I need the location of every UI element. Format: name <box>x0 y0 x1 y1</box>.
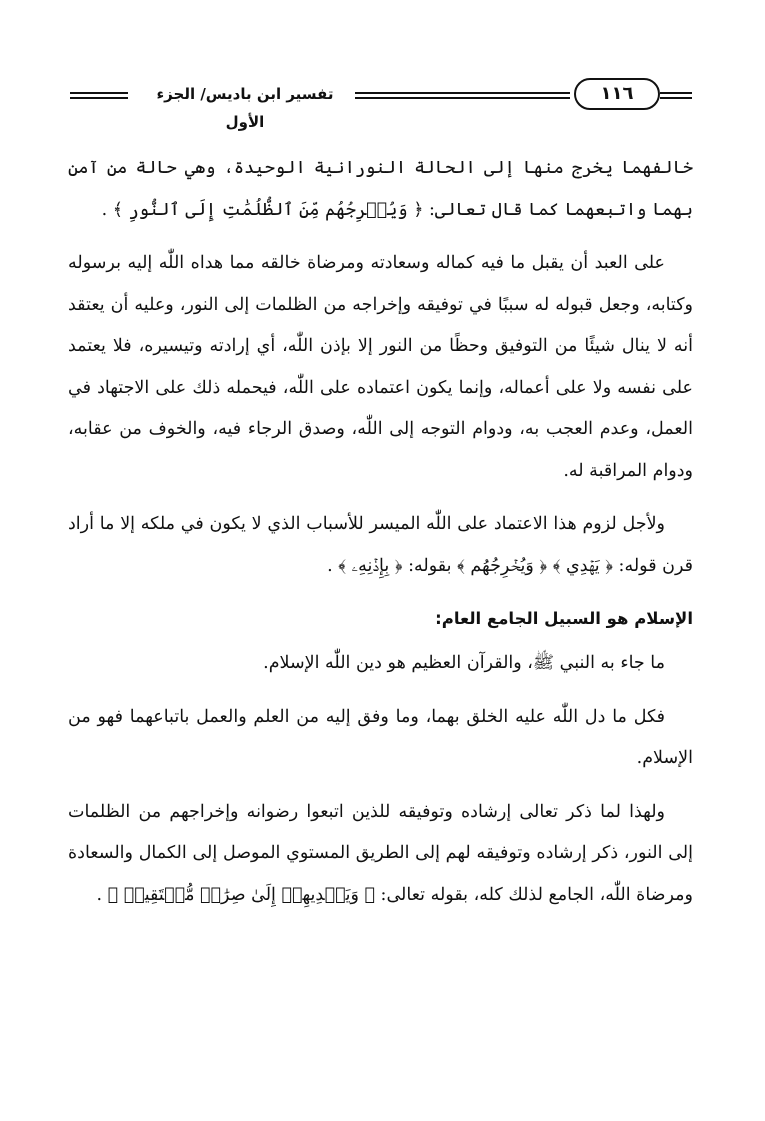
paragraph-4: ما جاء به النبي ﷺ، والقرآن العظيم هو دين اللّٰه الإسلام. <box>263 653 665 673</box>
header-rule-left <box>70 92 128 99</box>
paragraph-6: ولهذا لما ذكر تعالى إرشاده وتوفيقه للذين اتبعوا رضوانه وإخراجهم من الظلمات إلى النور، ذكر إرشاده وتوفيقه لهم إلى الطريق المستوي الموصل إلى الكمال والسعادة ومرضاة اللّٰه، الجامع لذلك كله، بقوله تعالى: ﴿ وَيَهۡدِيهِمۡ إِلَىٰ صِرَٰطٖ مُّسۡتَقِيمٖ ﴾ . <box>68 801 693 905</box>
section-heading: الإسلام هو السبيل الجامع العام: <box>435 609 693 628</box>
running-title: تفسير ابن باديس/ الجزء الأول <box>156 85 334 131</box>
paragraph-2: على العبد أن يقبل ما فيه كماله وسعادته ومرضاة خالقه مما هداه اللّٰه إليه برسوله وكتابه، وجعل قبوله له سببًا في توفيقه وإخراجه من الظلمات إلى النور، وعليه أن يعتقد أنه لا ينال شيئًا من التوفيق وحظًا من النور إلا بإذن اللّٰه، أي إرادته وتيسيره، فلا يعتمد على نفسه ولا على أعماله، وإنما يكون اعتماده على اللّٰه، فيحمله ذلك على الاجتهاد في العمل، وعدم العجب به، ودوام التوجه إلى اللّٰه، وصدق الرجاء فيه، والخوف من عقابه، ودوام المراقبة له. <box>68 253 693 481</box>
paragraph-3: ولأجل لزوم هذا الاعتماد على اللّٰه الميسر للأسباب الذي لا يكون في ملكه إلا ما أراد قرن قوله: ﴿ يَهۡدِي ﴾ ﴿ وَيُخۡرِجُهُم ﴾ بقوله: ﴿ بِإِذۡنِهِۦ ﴾ . <box>68 514 693 576</box>
running-header <box>70 72 692 131</box>
header-rule-right <box>660 92 692 99</box>
header-rule-middle <box>355 92 570 99</box>
page-body <box>68 148 693 928</box>
paragraph-5: فكل ما دل اللّٰه عليه الخلق بهما، وما وفق إليه من العلم والعمل باتباعهما فهو من الإسلام. <box>68 706 693 768</box>
paragraph-1: خالفهما يخرج منها إلى الحالة النورانية الوحيدة، وهي حالة من آمن بهما واتبعهما كما قال تعالى: ﴿ وَيُخۡرِجُهُم مِّنَ ٱلظُّلُمَٰتِ إِلَى ٱلنُّورِ ﴾ . <box>68 158 693 220</box>
page-number: ١١٦ <box>574 78 660 110</box>
